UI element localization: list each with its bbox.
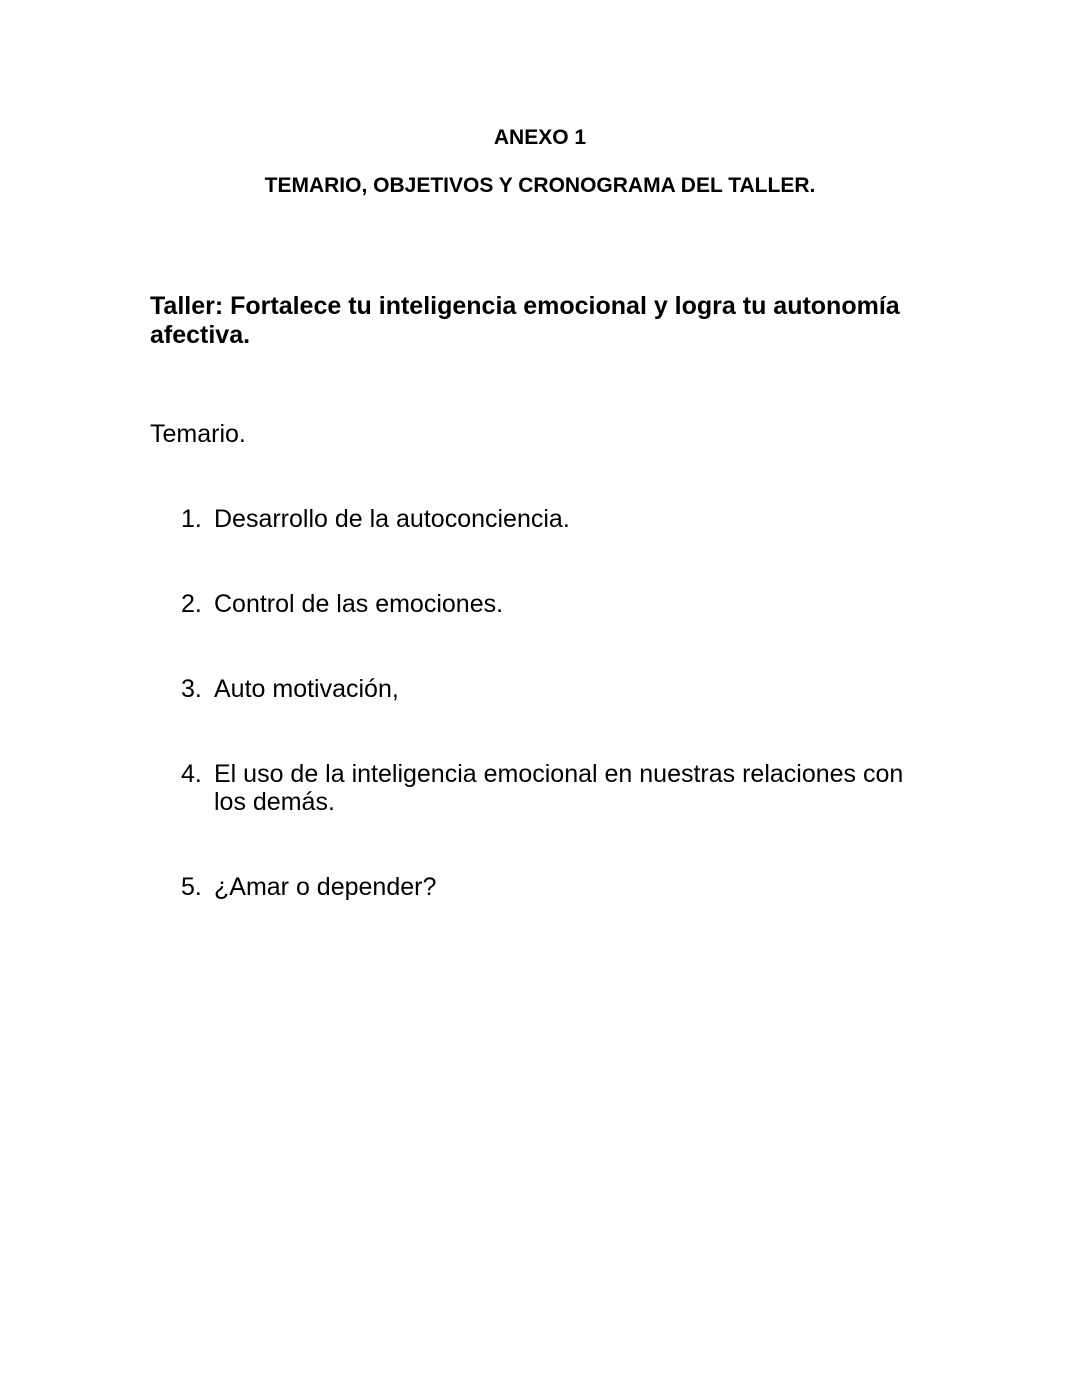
list-item-text: El uso de la inteligencia emocional en nuestras relaciones con los demás. [214, 760, 904, 816]
list-item-text: Desarrollo de la autoconciencia. [214, 505, 570, 533]
list-item [150, 873, 930, 901]
annex-title: ANEXO 1 [493, 126, 587, 149]
list-item-number: 4. [181, 760, 202, 788]
annex-subtitle: TEMARIO, OBJETIVOS Y CRONOGRAMA DEL TALLER. [264, 174, 816, 197]
workshop-title: Taller: Fortalece tu inteligencia emocional y logra tu autonomía afectiva. [150, 292, 900, 349]
list-item-number: 5. [181, 873, 202, 901]
list-item-number: 3. [181, 675, 202, 703]
list-item [150, 590, 930, 618]
list-item [150, 675, 930, 703]
list-item [150, 760, 930, 816]
list-item [150, 505, 930, 533]
syllabus-label: Temario. [150, 420, 246, 448]
list-item-text: ¿Amar o depender? [214, 873, 437, 901]
list-item-text: Auto motivación, [214, 675, 399, 703]
list-item-text: Control de las emociones. [214, 590, 504, 618]
syllabus-list [150, 505, 930, 958]
list-item-number: 2. [181, 590, 202, 618]
list-item-number: 1. [181, 505, 202, 533]
